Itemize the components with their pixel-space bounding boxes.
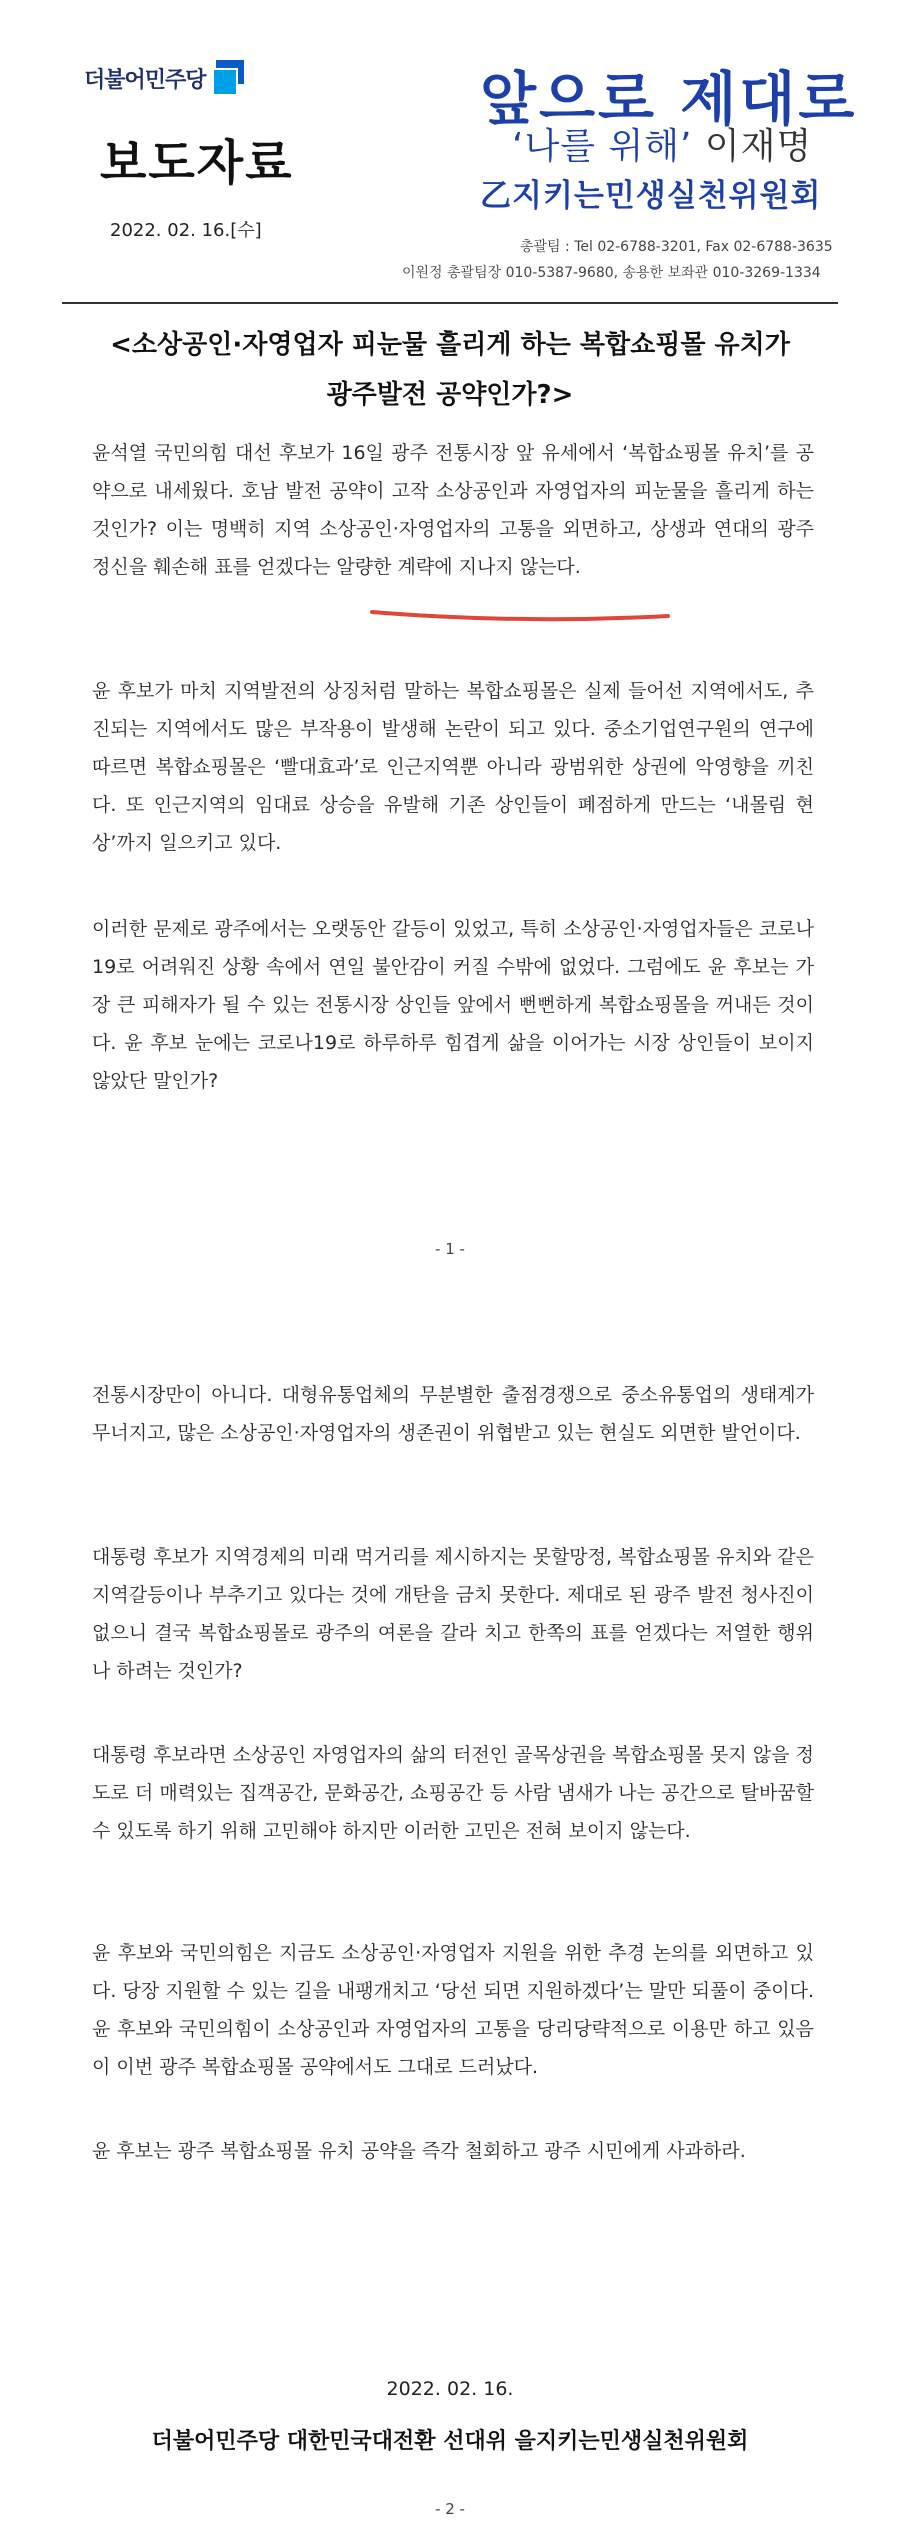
slogan-main: 앞으로 제대로 [480,65,858,133]
committee-name: 乙지키는민생실천위원회 [480,178,822,214]
slogan-quote: ‘나를 위해’ [512,126,693,167]
page-number-2: - 2 - [435,2500,465,2518]
candidate-name: 이재명 [704,126,813,167]
contact-line-2: 이원정 총괄팀장 010-5387-9680, 송용한 보좌관 010-3269-1334 [402,265,821,281]
title-line-1: <소상공인·자영업자 피눈물 흘리게 하는 복합쇼핑몰 유치가 [110,330,790,360]
paragraph-6: 대통령 후보라면 소상공인 자영업자의 삶의 터전인 골목상권을 복합쇼핑몰 못지 않을 정도로 더 매력있는 집객공간, 문화공간, 쇼핑공간 등 사람 냄새가 나는 공간으로 탈바꿈할 수 있도록 하기 위해 고민해야 하지만 이러한 고민은 전혀 보이지 않는다. [92,1744,814,1842]
document-type: 보도자료 [100,135,294,191]
footer-organization: 더불어민주당 대한민국대전환 선대위 을지키는민생실천위원회 [151,2429,749,2454]
slogan-sub [512,118,812,169]
title-line-2: 광주발전 공약인가?> [326,380,574,410]
contact-line-1: 총괄팀 : Tel 02-6788-3201, Fax 02-6788-3635 [520,239,833,255]
header-divider [62,302,838,304]
press-title [60,320,840,420]
page-number-1: - 1 - [435,1240,465,1258]
paragraph-3: 이러한 문제로 광주에서는 오랫동안 갈등이 있었고, 특히 소상공인·자영업자들은 코로나19로 어려워진 상황 속에서 연일 불안감이 커질 수밖에 없었다. 그럼에도 윤 후보는 가장 큰 피해자가 될 수 있는 전통시장 상인들 앞에서 뻔뻔하게 복합쇼핑몰을 꺼내든 것이다. 윤 후보 눈에는 코로나19로 하루하루 힘겹게 삶을 이어가는 시장 상인들이 보이지 않았단 말인가? [92,918,814,1092]
party-name: 더불어민주당 [84,67,206,93]
party-logo [84,60,248,96]
paragraph-4: 전통시장만이 아니다. 대형유통업체의 무분별한 출점경쟁으로 중소유통업의 생태계가 무너지고, 많은 소상공인·자영업자의 생존권이 위협받고 있는 현실도 외면한 발언이다. [92,1384,814,1444]
paragraph-2: 윤 후보가 마치 지역발전의 상징처럼 말하는 복합쇼핑몰은 실제 들어선 지역에서도, 추진되는 지역에서도 많은 부작용이 발생해 논란이 되고 있다. 중소기업연구원의 연구에 따르면 복합쇼핑몰은 ‘빨대효과’로 인근지역뿐 아니라 광범위한 상권에 악영향을 끼친다. 또 인근지역의 임대료 상승을 유발해 기존 상인들이 폐점하게 만드는 ‘내몰림 현상’까지 일으키고 있다. [92,680,814,854]
paragraph-7: 윤 후보와 국민의힘은 지금도 소상공인·자영업자 지원을 위한 추경 논의를 외면하고 있다. 당장 지원할 수 있는 길을 내팽개치고 ‘당선 되면 지원하겠다’는 말만 되풀이 중이다. 윤 후보와 국민의힘이 소상공인과 자영업자의 고통을 당리당략적으로 이용만 하고 있음이 이번 광주 복합쇼핑몰 공약에서도 그대로 드러났다. [92,1942,814,2078]
red-underline-mark [370,606,670,624]
paragraph-8: 윤 후보는 광주 복합쇼핑몰 유치 공약을 즉각 철회하고 광주 시민에게 사과하라. [92,2140,746,2162]
release-date: 2022. 02. 16.[수] [110,220,262,241]
paragraph-5: 대통령 후보가 지역경제의 미래 먹거리를 제시하지는 못할망정, 복합쇼핑몰 유치와 같은 지역갈등이나 부추기고 있다는 것에 개탄을 금치 못한다. 제대로 된 광주 발전 청사진이 없으니 결국 복합쇼핑몰로 광주의 여론을 갈라 치고 한쪽의 표를 얻겠다는 저열한 행위나 하려는 것인가? [92,1546,814,1682]
footer-date: 2022. 02. 16. [386,2378,514,2400]
paragraph-1: 윤석열 국민의힘 대선 후보가 16일 광주 전통시장 앞 유세에서 ‘복합쇼핑몰 유치’를 공약으로 내세웠다. 호남 발전 공약이 고작 소상공인과 자영업자의 피눈물을 흘리게 하는 것인가? 이는 명백히 지역 소상공인·자영업자의 고통을 외면하고, 상생과 연대의 광주 정신을 훼손해 표를 얻겠다는 알량한 계략에 지나지 않는다. [92,442,814,578]
party-mark-icon [212,60,248,96]
